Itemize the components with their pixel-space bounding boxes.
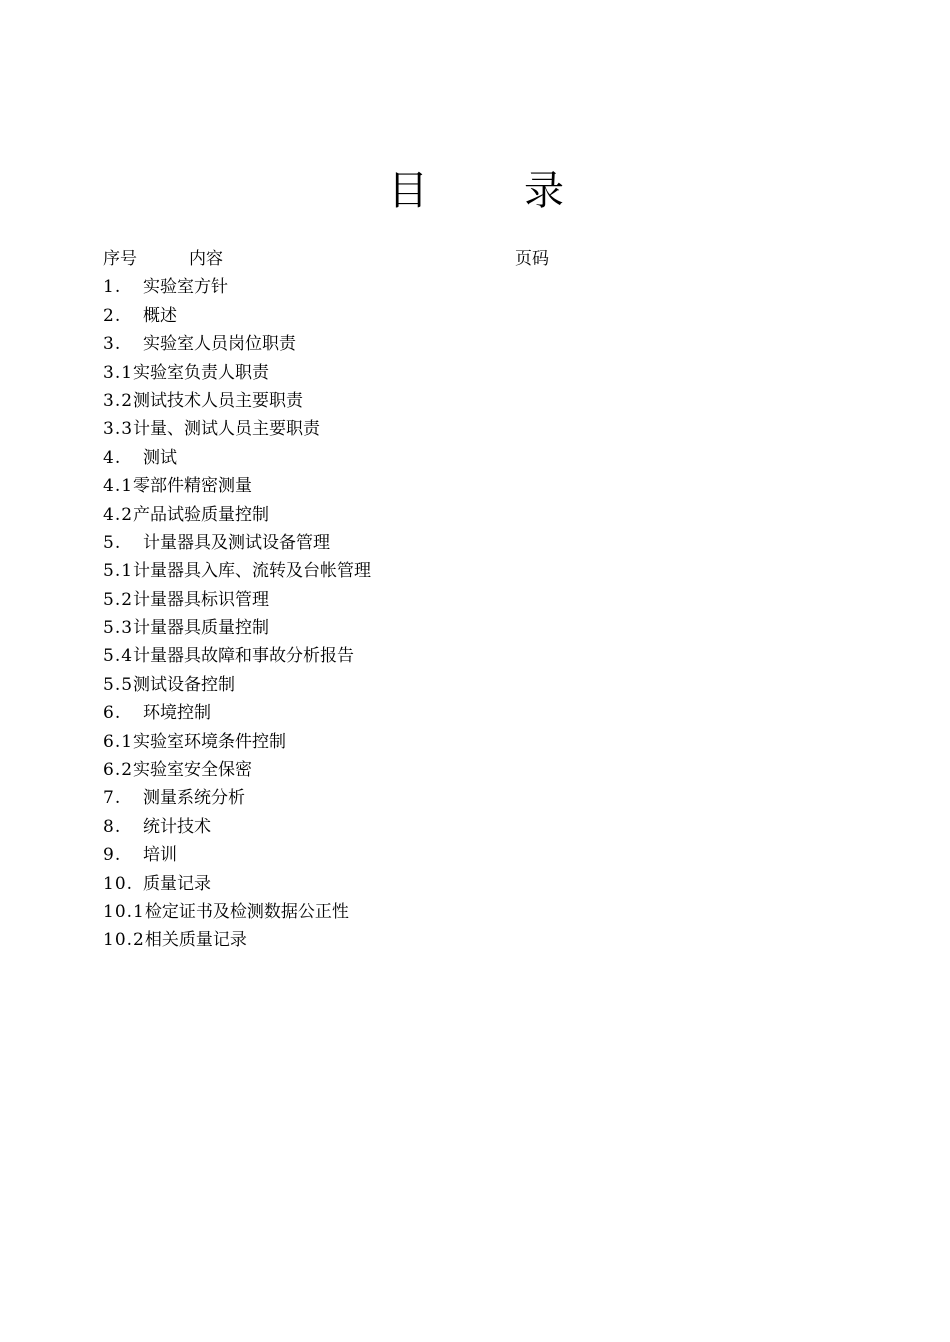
toc-entry xyxy=(103,501,823,529)
toc-entry xyxy=(103,926,823,954)
toc-entry-label: 统计技术 xyxy=(143,816,211,837)
toc-entry-number: 4. xyxy=(103,447,122,468)
toc-list xyxy=(103,273,823,954)
toc-entry-number: 5.4 xyxy=(103,646,134,667)
toc-entry-number: 5. xyxy=(103,532,122,553)
toc-entry xyxy=(103,273,823,301)
toc-entry-label: 计量器具故障和事故分析报告 xyxy=(133,646,355,667)
toc-entry-number: 6.2 xyxy=(103,760,134,781)
toc-entry xyxy=(103,671,823,699)
toc-entry-number: 6.1 xyxy=(103,731,134,752)
toc-entry xyxy=(103,898,823,926)
toc-entry-number: 5.1 xyxy=(103,561,134,582)
toc-entry xyxy=(103,557,823,585)
document-title xyxy=(0,166,950,216)
toc-entry xyxy=(103,642,823,670)
toc-entry xyxy=(103,415,823,443)
toc-entry xyxy=(103,784,823,812)
toc-entry-number: 3.1 xyxy=(103,362,134,383)
header-content: 内容 xyxy=(189,249,223,269)
toc-entry xyxy=(103,614,823,642)
toc-entry xyxy=(103,728,823,756)
toc-header xyxy=(103,245,823,273)
toc-entry-label: 测试设备控制 xyxy=(133,674,236,695)
toc-entry-label: 测试技术人员主要职责 xyxy=(133,390,304,411)
toc-entry xyxy=(103,444,823,472)
toc-entry-label: 概述 xyxy=(143,305,177,326)
toc-entry-number: 8. xyxy=(103,816,122,837)
toc-entry-number: 6. xyxy=(103,703,122,724)
toc-entry-number: 3.2 xyxy=(103,390,134,411)
toc-entry-label: 计量、测试人员主要职责 xyxy=(133,419,321,440)
toc-entry xyxy=(103,330,823,358)
toc-entry-number: 7. xyxy=(103,788,122,809)
title-char-2: 录 xyxy=(524,168,564,214)
toc-entry-label: 产品试验质量控制 xyxy=(133,504,270,525)
toc-entry-label: 测试 xyxy=(143,447,177,468)
toc-entry-number: 2. xyxy=(103,305,122,326)
toc-entry-label: 计量器具标识管理 xyxy=(133,589,270,610)
toc-entry xyxy=(103,387,823,415)
header-page: 页码 xyxy=(515,249,549,269)
toc-entry-label: 实验室安全保密 xyxy=(133,760,253,781)
toc-entry-number: 5.2 xyxy=(103,589,134,610)
toc-entry-number: 3.3 xyxy=(103,419,134,440)
header-number: 序号 xyxy=(103,249,137,269)
toc-entry xyxy=(103,472,823,500)
toc-entry-number: 4.1 xyxy=(103,476,134,497)
toc-entry-number: 10. xyxy=(103,873,134,894)
toc-entry-label: 相关质量记录 xyxy=(144,930,247,951)
toc-entry-label: 实验室环境条件控制 xyxy=(133,731,287,752)
toc-entry xyxy=(103,870,823,898)
toc-entry-label: 质量记录 xyxy=(143,873,211,894)
toc-entry xyxy=(103,699,823,727)
toc-entry-number: 3. xyxy=(103,334,122,355)
title-char-1: 目 xyxy=(388,168,428,214)
toc-entry-label: 检定证书及检测数据公正性 xyxy=(144,901,349,922)
toc-entry-label: 计量器具及测试设备管理 xyxy=(143,532,330,553)
toc-entry-number: 1. xyxy=(103,277,122,298)
toc-entry-number: 9. xyxy=(103,845,122,866)
toc-entry-label: 计量器具入库、流转及台帐管理 xyxy=(133,561,372,582)
toc-entry-label: 培训 xyxy=(143,845,177,866)
toc-entry xyxy=(103,841,823,869)
toc-entry-label: 实验室人员岗位职责 xyxy=(143,334,296,355)
toc-entry xyxy=(103,586,823,614)
toc-entry-number: 5.3 xyxy=(103,618,134,639)
toc-entry-label: 零部件精密测量 xyxy=(133,476,253,497)
toc-entry-label: 实验室负责人职责 xyxy=(133,362,270,383)
toc-entry-label: 实验室方针 xyxy=(143,277,228,298)
toc-entry-label: 测量系统分析 xyxy=(143,788,245,809)
toc-entry-number: 10.2 xyxy=(103,930,145,951)
toc-entry xyxy=(103,756,823,784)
toc-entry xyxy=(103,813,823,841)
toc-entry-label: 计量器具质量控制 xyxy=(133,618,270,639)
toc-entry xyxy=(103,302,823,330)
toc-entry-number: 10.1 xyxy=(103,901,145,922)
toc-entry xyxy=(103,529,823,557)
toc-entry xyxy=(103,359,823,387)
toc-entry-number: 5.5 xyxy=(103,674,134,695)
table-of-contents xyxy=(103,245,823,955)
toc-entry-label: 环境控制 xyxy=(143,703,211,724)
toc-entry-number: 4.2 xyxy=(103,504,134,525)
